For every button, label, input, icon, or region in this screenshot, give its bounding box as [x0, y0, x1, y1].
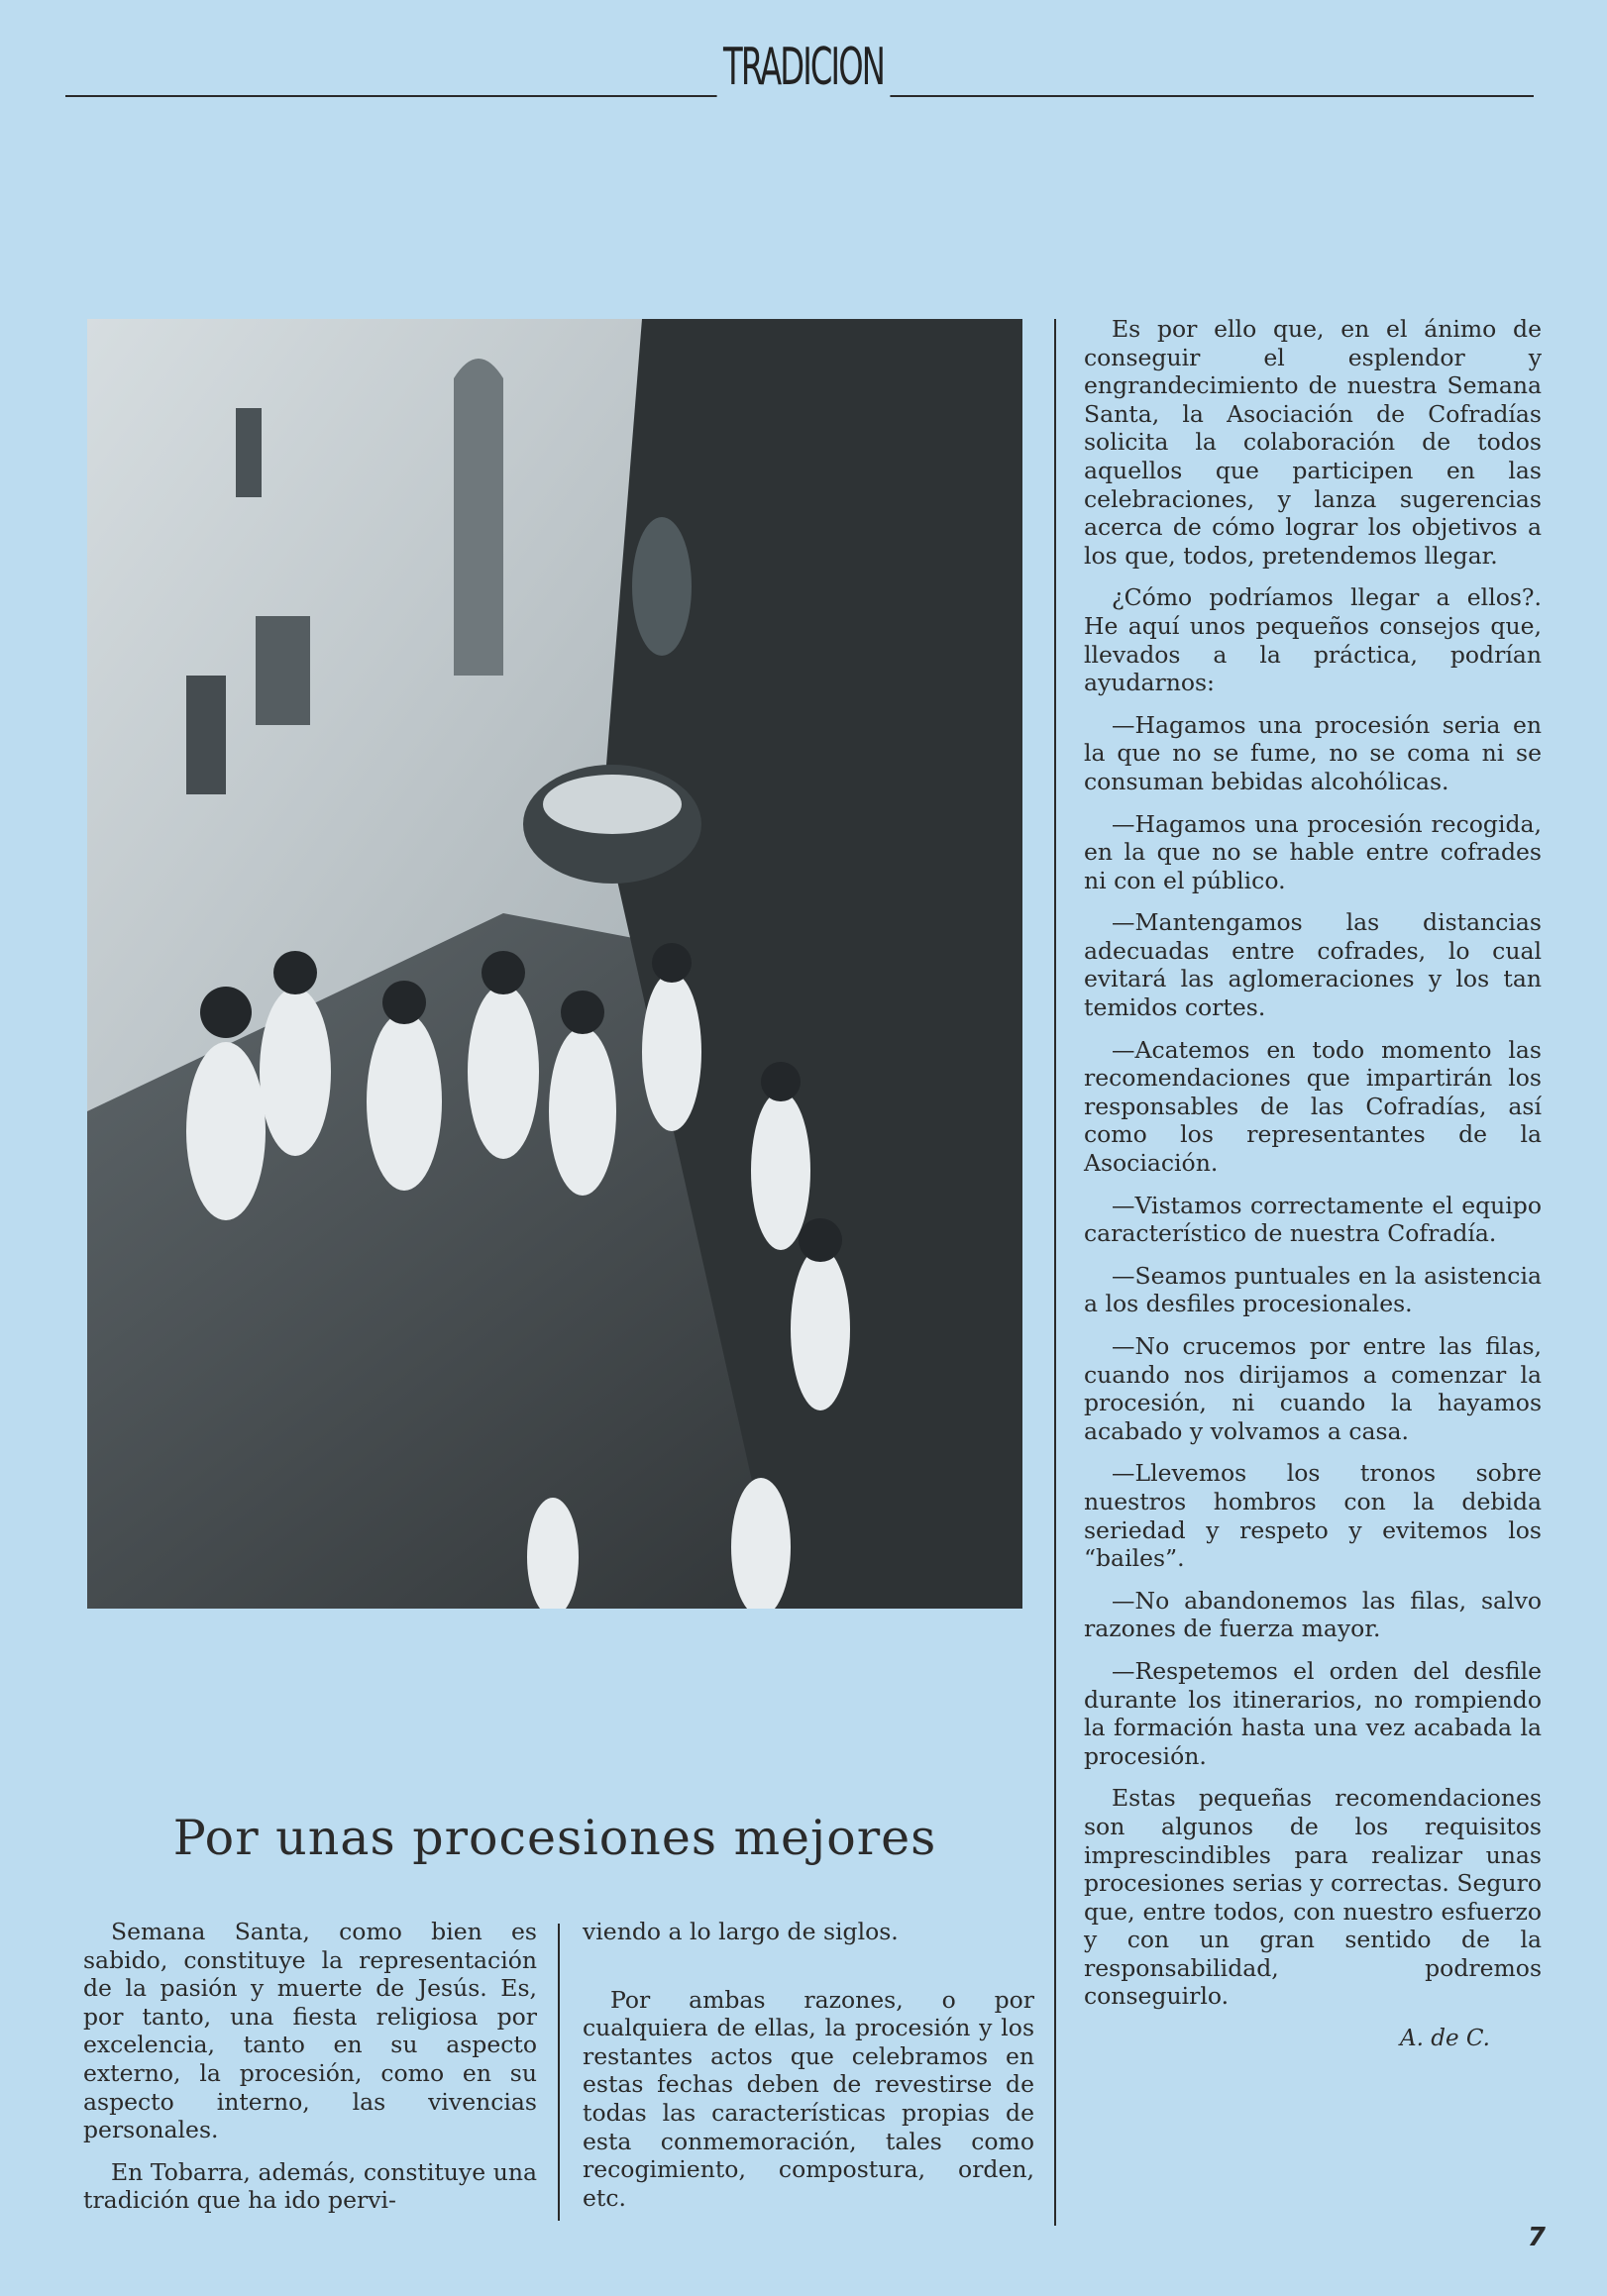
paragraph: En Tobarra, además, constituye una tradición que ha ido pervi- [83, 2157, 537, 2215]
procession-photo [87, 319, 1022, 1609]
paragraph: Es por ello que, en el ánimo de conseguir el esplendor y engrandecimiento de nuestra Semana Santa, la Asociación de Cofradías solicita la colaboración de todos aquellos que participen en las celebraciones, y lanza sugerencias acerca de cómo lograr los objetivos a los que, todos, pretendemos llegar. [1084, 315, 1542, 570]
paragraph: Estas pequeñas recomendaciones son algunos de los requisitos imprescindibles para realizar unas procesiones serias y correctas. Seguro que, entre todos, con nuestro esfuerzo y con un gran sentido de la responsabilidad, podremos conseguirlo. [1084, 1784, 1542, 2011]
article-left-column [83, 1918, 537, 2229]
paragraph: ¿Cómo podríamos llegar a ellos?. He aquí unos pequeños consejos que, llevados a la práctica, podrían ayudarnos: [1084, 583, 1542, 697]
recommendation-item: —No crucemos por entre las filas, cuando nos dirijamos a comenzar la procesión, ni cuando la hayamos acabado y volvamos a casa. [1084, 1332, 1542, 1445]
article-middle-column [583, 1918, 1034, 2226]
recommendation-item: —Vistamos correctamente el equipo característico de nuestra Cofradía. [1084, 1191, 1542, 1248]
recommendation-item: —Acatemos en todo momento las recomendaciones que impartirán los responsables de las Cofradías, así como los representantes de la Asociación. [1084, 1035, 1542, 1178]
paragraph: viendo a lo largo de siglos. [583, 1918, 899, 1945]
recommendation-item: —Llevemos los tronos sobre nuestros hombros con la debida seriedad y respeto y evitemos los “bailes”. [1084, 1459, 1542, 1573]
paragraph: Por ambas razones, o por cualquiera de ellas, la procesión y los restantes actos que celebramos en estas fechas deben de revestirse de todas las características propias de esta conmemoración, tales como recogimiento, compostura, orden, etc. [583, 1985, 1034, 2212]
recommendation-item: —Hagamos una procesión seria en la que no se fume, no se coma ni se consuman bebidas alcohólicas. [1084, 710, 1542, 795]
recommendation-item: —Mantengamos las distancias adecuadas entre cofrades, lo cual evitará las aglomeraciones y los tan temidos cortes. [1084, 908, 1542, 1022]
column-rule [1054, 319, 1056, 2226]
recommendation-item: —Seamos puntuales en la asistencia a los desfiles procesionales. [1084, 1261, 1542, 1318]
procession-photo-graphic [87, 319, 1022, 1609]
column-rule-lower [558, 1924, 560, 2221]
recommendation-item: —Respetemos el orden del desfile durante los itinerarios, no rompiendo la formación hasta una vez acabada la procesión. [1084, 1656, 1542, 1770]
paragraph: Semana Santa, como bien es sabido, constituye la representación de la pasión y muerte de Jesús. Es, por tanto, una fiesta religiosa por excelencia, tanto en su aspecto externo, la procesión, como en su aspecto interno, las vivencias personales. [83, 1918, 537, 2144]
author-signature: A. de C. [1400, 2026, 1490, 2052]
recommendation-item: —Hagamos una procesión recogida, en la que no se hable entre cofrades ni con el público. [1084, 809, 1542, 894]
article-right-column [1084, 315, 1542, 2067]
article-headline: Por unas procesiones mejores [172, 1810, 937, 1866]
recommendation-item: —No abandonemos las filas, salvo razones de fuerza mayor. [1084, 1586, 1542, 1643]
page-number: 7 [1527, 2223, 1546, 2252]
section-title: TRADICION [305, 38, 1302, 97]
